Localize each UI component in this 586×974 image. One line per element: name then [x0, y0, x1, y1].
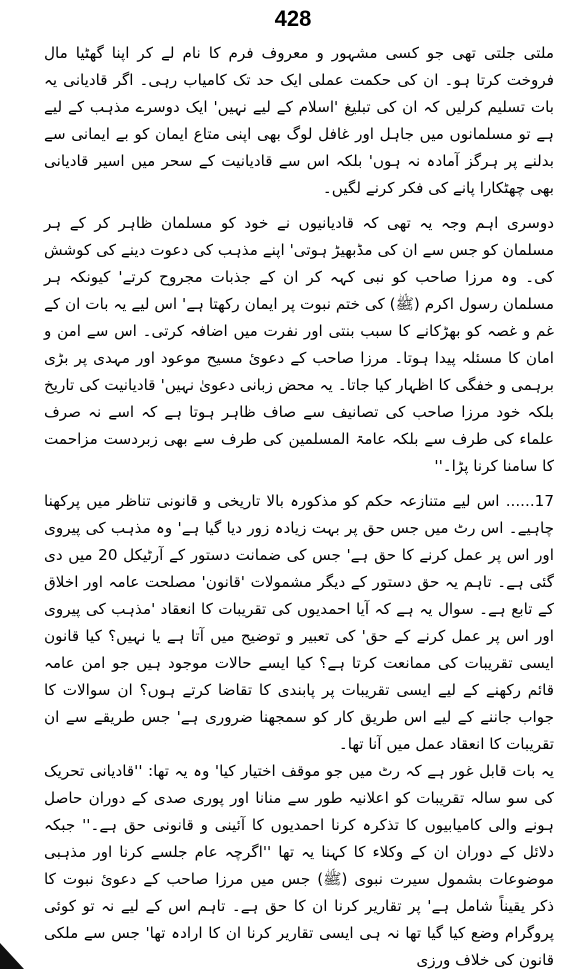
- page-body: [44, 40, 554, 974]
- paragraph: یہ بات قابل غور ہے کہ رٹ میں جو موقف اختیار کیا' وہ یہ تھا: ''قادیانی تحریک کی سو سالہ تقریبات کو اعلانیہ طور سے منانا اور پوری صدی کے دوران حاصل ہونے والی کامیابیوں کا تذکرہ کرنا احمدیوں کا آئینی و قانونی حق ہے۔'' جبکہ دلائل کے دوران ان کے وکلاء کا کہنا یہ تھا ''اگرچہ عام جلسے کرنا اور مذہبی موضوعات بشمول سیرت نبوی (ﷺ) جس میں مرزا صاحب کے دعوئ نبوت کا ذکر یقیناً شامل ہے' پر تقاریر کرنا ان کا حق ہے۔ تاہم اس کے لیے نہ تو کوئی پروگرام وضع کیا گیا تھا نہ ہی ایسی تقاریر کرنا ان کا ارادہ تھا' جس سے ملکی قانون کی خلاف ورزی: [44, 762, 554, 969]
- paragraph: 17...... اس لیے متنازعہ حکم کو مذکورہ بالا تاریخی و قانونی تناظر میں پرکھنا چاہیے۔ اس رٹ میں جس حق پر بہت زیادہ زور دیا گیا ہے' وہ مذہب کی پیروی اور اس پر عمل کرنے کا حق ہے' جس کی ضمانت دستور کے آرٹیکل 20 میں دی گئی ہے۔ تاہم یہ حق دستور کے دیگر مشمولات 'قانون' مصلحت عامہ اور اخلاق کے تابع ہے۔ سوال یہ ہے کہ آیا احمدیوں کی تقریبات کا انعقاد 'مذہب کی پیروی اور اس پر عمل کرنے کے حق' کی تعبیر و توضیح میں آتا ہے یا نہیں؟ کیا قانون ایسی تقریبات کی ممانعت کرتا ہے؟ کیا ایسے حالات موجود ہیں جو امن عامہ قائم رکھنے کے لیے ایسی تقریبات پر پابندی کا تقاضا کرتے ہوں؟ ان سوالات کا جواب جاننے کے لیے اس طریق کار کو سمجھنا ضروری ہے' جس طریقے سے ان تقریبات کا انعقاد عمل میں آنا تھا۔: [44, 492, 554, 753]
- paragraph: ملتی جلتی تھی جو کسی مشہور و معروف فرم کا نام لے کر اپنا گھٹیا مال فروخت کرتا ہو۔ ان کی حکمت عملی ایک حد تک کامیاب رہی۔ اگر قادیانی یہ بات تسلیم کرلیں کہ ان کی تبلیغ 'اسلام کے لیے نہیں' ایک دوسرے مذہب کے لیے ہے تو مسلمانوں میں جاہل اور غافل لوگ بھی اپنی متاع ایمان کو بے ایمانی سے بدلنے پر ہرگز آمادہ نہ ہوں' بلکہ اس سے قادیانیت کے سحر میں اسیر قادیانی بھی چھٹکارا پانے کی فکر کرنے لگیں۔: [44, 44, 554, 197]
- paragraph: دوسری اہم وجہ یہ تھی کہ قادیانیوں نے خود کو مسلمان ظاہر کر کے ہر مسلمان کو جس سے ان کی مڈبھیڑ ہوتی' اپنے مذہب کی دعوت دینے کی کوشش کی۔ وہ مرزا صاحب کو نبی کہہ کر ان کے جذبات مجروح کرتے' کیونکہ ہر مسلمان رسول اکرم (ﷺ) کی ختم نبوت پر ایمان رکھتا ہے' اس لیے یہ بات ان کے غم و غصہ کو بھڑکانے کا سبب بنتی اور نفرت میں اضافہ کرتی۔ اس سے امن و امان کا مسئلہ پیدا ہوتا۔ مرزا صاحب کے دعوئ مسیح موعود اور مہدی پر بڑی برہمی و خفگی کا اظہار کیا جاتا۔ یہ محض زبانی دعویٰ نہیں' قادیانیت کی تاریخ بلکہ خود مرزا صاحب کی تصانیف سے صاف ظاہر ہوتا ہے کہ اسے نہ صرف علماء کی طرف سے بلکہ عامۃ المسلمین کی طرف سے بھی زبردست مزاحمت کا سامنا کرنا پڑا۔'': [44, 214, 554, 475]
- scan-corner-mark: [0, 943, 24, 969]
- page-number: 428: [274, 6, 312, 31]
